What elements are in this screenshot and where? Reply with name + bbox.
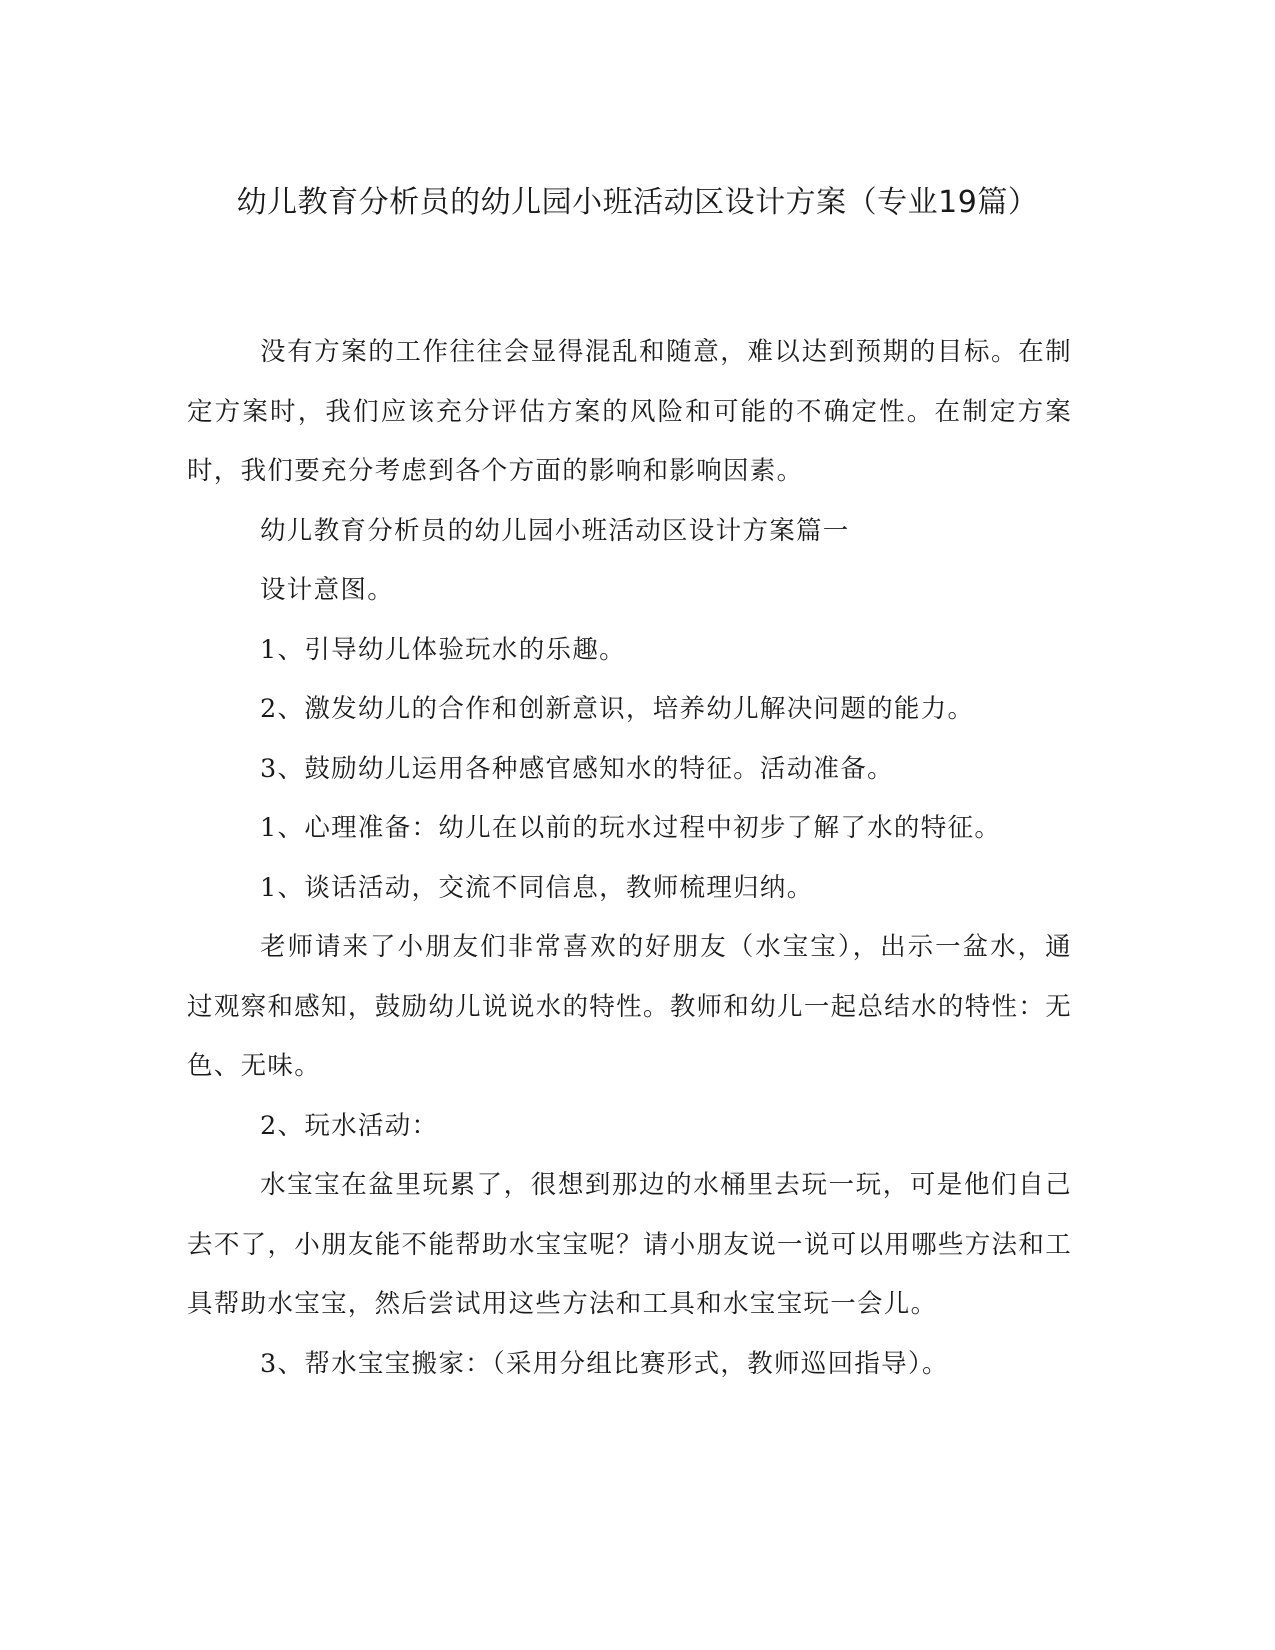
list-item: 2、激发幼儿的合作和创新意识，培养幼儿解决问题的能力。: [260, 694, 975, 724]
document-body: [187, 323, 1072, 1394]
list-item: 1、谈话活动，交流不同信息，教师梳理归纳。: [260, 872, 814, 903]
paragraph-intro: 没有方案的工作往往会显得混乱和随意，难以达到预期的目标。在制定方案时，我们应该充分评估方案的风险和可能的不确定性。在制定方案时，我们要充分考虑到各个方面的影响和影响因素。: [187, 337, 1072, 486]
section-heading: 幼儿教育分析员的幼儿园小班活动区设计方案篇一: [260, 515, 850, 546]
paragraph-design-intent: 设计意图。: [260, 575, 395, 605]
paragraph-body: 水宝宝在盆里玩累了，很想到那边的水桶里去玩一玩，可是他们自己去不了，小朋友能不能帮助水宝宝呢？请小朋友说一说可以用哪些方法和工具帮助水宝宝，然后尝试用这些方法和工具和水宝宝玩一会儿。: [187, 1170, 1072, 1319]
list-item: 3、鼓励幼儿运用各种感官感知水的特征。活动准备。: [260, 753, 894, 784]
document-title: 幼儿教育分析员的幼儿园小班活动区设计方案（专业19篇）: [236, 185, 1039, 220]
list-item: 1、引导幼儿体验玩水的乐趣。: [260, 634, 626, 665]
list-item: 1、心理准备：幼儿在以前的玩水过程中初步了解了水的特征。: [260, 813, 1002, 843]
list-item: 2、玩水活动：: [260, 1110, 439, 1141]
list-item: 3、帮水宝宝搬家：（采用分组比赛形式，教师巡回指导）。: [260, 1348, 949, 1379]
paragraph-body: 老师请来了小朋友们非常喜欢的好朋友（水宝宝），出示一盆水，通过观察和感知，鼓励幼儿说说水的特性。教师和幼儿一起总结水的特性：无色、无味。: [187, 932, 1072, 1081]
